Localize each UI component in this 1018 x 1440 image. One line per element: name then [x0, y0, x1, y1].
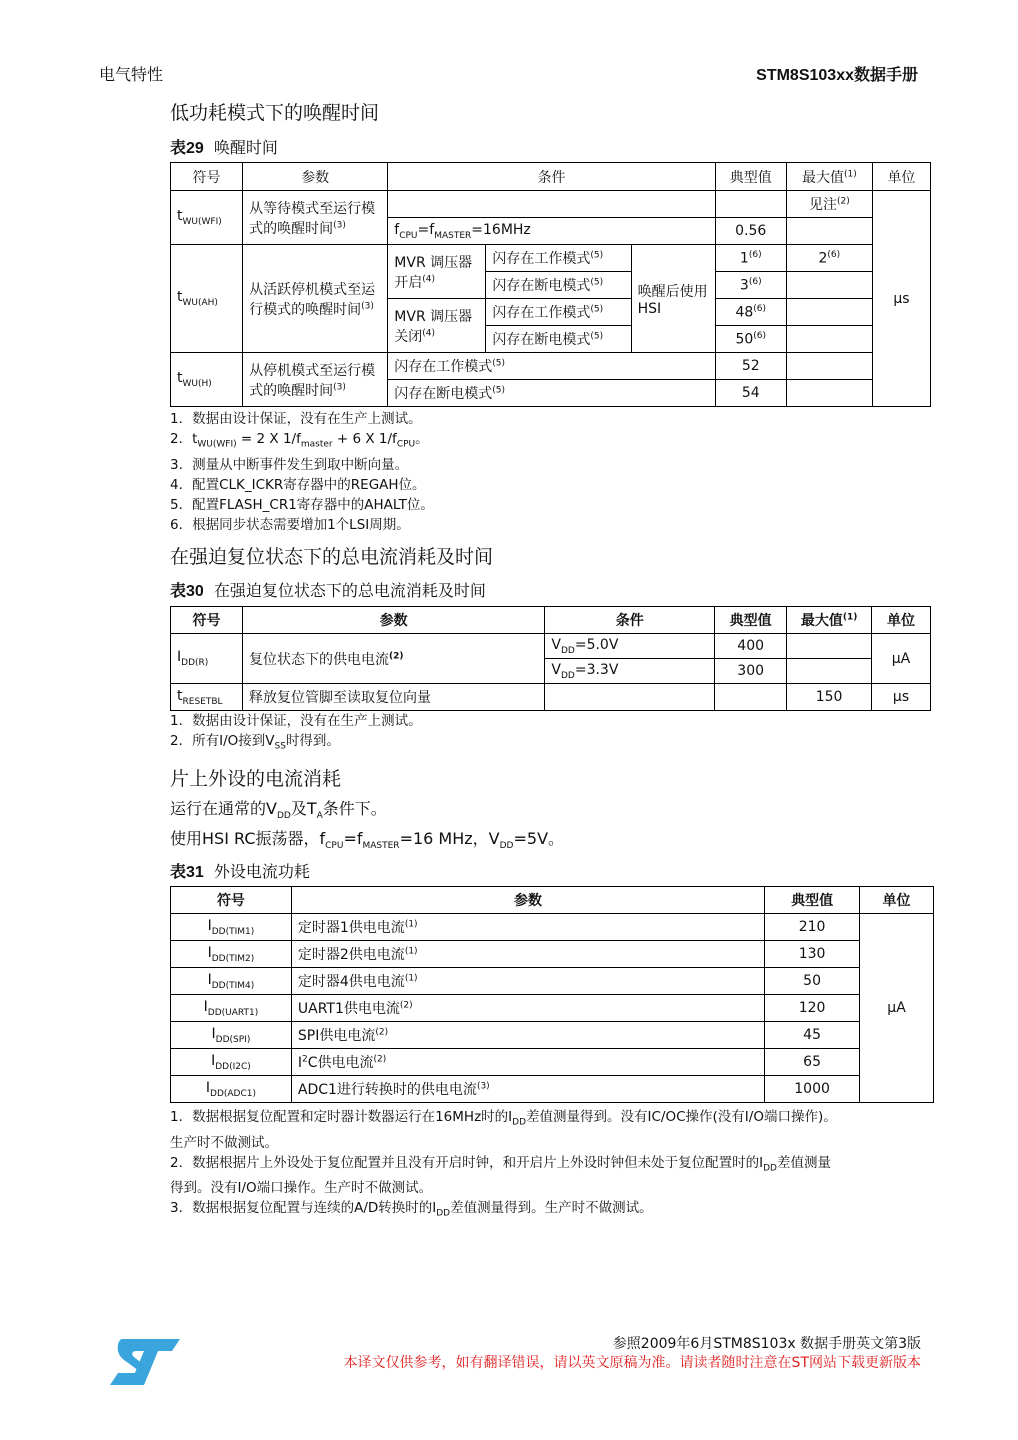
typ-ah-1: 1$^{(6)}$	[715, 245, 786, 272]
header-doc-title: STM8S103xx数据手册	[756, 67, 918, 84]
table-row: $I_{DD(TIM2)}$ 定时器2供电电流$^{(1)}$ 130	[171, 941, 934, 968]
param-ah: 从活跃停机模式至运行模式的唤醒时间$^{(3)}$	[243, 245, 388, 353]
table30-caption: 表30 在强迫复位状态下的总电流消耗及时间	[170, 581, 486, 600]
header-section: 电气特性	[99, 65, 164, 84]
typ-h-1: 52	[715, 353, 786, 380]
col-max: 最大值$^{(1)}$	[786, 163, 872, 191]
section-title-wakeup: 低功耗模式下的唤醒时间	[170, 102, 380, 124]
unit-us: μs	[872, 191, 930, 407]
footer-disclaimer: 本译文仅供参考，如有翻译错误，请以英文原稿为准。请读者随时注意在ST网站下载更新版本	[343, 1355, 921, 1371]
unit-ua: μA	[860, 914, 934, 1103]
cond-mvr-off: MVR 调压器关闭$^{(4)}$	[388, 299, 486, 353]
col-param: 参数	[243, 163, 388, 191]
sym-treset: $t_{RESETBL}$	[171, 684, 243, 711]
cond-vdd-3: $V_{DD}=3.3V$	[545, 659, 715, 684]
typ-ah-4: 50$^{(6)}$	[715, 326, 786, 353]
max-wfi-note: 见注$^{(2)}$	[786, 191, 872, 218]
table29-notes: 1．数据由设计保证，没有在生产上测试。 2．$t_{WU(WFI)} = 2$ X $1/f_{master} + 6$ X $1/f_{CPU}$。 3．测量从中断事件发生到取中断向量。 4．配置CLK_ICKR寄存器中的REGAH位。 5．配置FLASH_CR1寄存器中的AHALT位。 6．根据同步状态需要增加1个LSI周期。	[170, 411, 434, 533]
cond-flash-off-2: 闪存在断电模式$^{(5)}$	[486, 326, 631, 353]
sym-twu-wfi: $t_{WU(WFI)}$	[171, 191, 243, 245]
col-cond: 条件	[388, 163, 715, 191]
param-idd-r: 复位状态下的供电电流$^{(2)}$	[242, 634, 544, 684]
col-symbol: 符号	[171, 163, 243, 191]
max-ah-1: 2$^{(6)}$	[786, 245, 872, 272]
cond-h-flash-off: 闪存在断电模式$^{(5)}$	[388, 380, 715, 407]
table-30-reset: 符号 参数 条件 典型值 最大值$^{(1)}$ 单位 $I_{DD(R)}$ 复位状态下的供电电流$^{(2)}$ $V_{DD}=5.0V$ 400 μA $V_{DD}=3.3V$ 300 $t_{RESETBL}$ 释放复位管脚至读取复位向量 150 μs	[170, 606, 931, 711]
param-wfi: 从等待模式至运行模式的唤醒时间$^{(3)}$	[243, 191, 388, 245]
section-title-peripheral: 片上外设的电流消耗	[170, 768, 342, 790]
para-hsi: 使用HSI RC振荡器，$f_{CPU}=f_{MASTER}=16$ MHz，$V_{DD}=5V$。	[170, 829, 565, 852]
sym-idd-r: $I_{DD(R)}$	[171, 634, 243, 684]
table-row: $I_{DD(TIM4)}$ 定时器4供电电流$^{(1)}$ 50	[171, 968, 934, 995]
para-conditions: 运行在通常的$V_{DD}$及$T_A$条件下。	[170, 799, 387, 822]
cond-mvr-on: MVR 调压器开启$^{(4)}$	[388, 245, 486, 299]
cond-flash-on-2: 闪存在工作模式$^{(5)}$	[486, 299, 631, 326]
cond-hsi: 唤醒后使用HSI	[631, 245, 715, 353]
cond-fcpu: $f_{CPU}=f_{MASTER}=16MHz$	[388, 218, 715, 245]
sym-twu-ah: $t_{WU(AH)}$	[171, 245, 243, 353]
footer-reference: 参照2009年6月STM8S103x 数据手册英文第3版	[612, 1336, 921, 1352]
cond-flash-on: 闪存在工作模式$^{(5)}$	[486, 245, 631, 272]
table-row: $I_{DD(TIM1)}$ 定时器1供电电流$^{(1)}$ 210 μA	[171, 914, 934, 941]
st-logo-icon	[108, 1337, 182, 1387]
cond-flash-off: 闪存在断电模式$^{(5)}$	[486, 272, 631, 299]
typ-ah-3: 48$^{(6)}$	[715, 299, 786, 326]
table30-notes: 1．数据由设计保证，没有在生产上测试。 2．所有I/O接到$V_{SS}$时得到。	[170, 713, 422, 752]
table-29-wakeup	[170, 162, 931, 407]
table-row: $I_{DD(UART1)}$ UART1供电电流$^{(2)}$ 120	[171, 995, 934, 1022]
typ-wfi: 0.56	[715, 218, 786, 245]
table-row: $I_{DD(SPI)}$ SPI供电电流$^{(2)}$ 45	[171, 1022, 934, 1049]
col-typ: 典型值	[715, 163, 786, 191]
table31-caption: 表31 外设电流功耗	[170, 862, 310, 881]
table-row: $I_{DD(I2C)}$ $I^2C$供电电流$^{(2)}$ 65	[171, 1049, 934, 1076]
cond-vdd-5: $V_{DD}=5.0V$	[545, 634, 715, 659]
sym-twu-h: $t_{WU(H)}$	[171, 353, 243, 407]
typ-ah-2: 3$^{(6)}$	[715, 272, 786, 299]
table-31-peripheral: 符号 参数 典型值 单位 $I_{DD(TIM1)}$ 定时器1供电电流$^{(1)}$ 210 μA $I_{DD(TIM2)}$ 定时器2供电电流$^{(1)}$ 130 $I_{DD(TIM4)}$ 定时器4供电电流$^{(1)}$ 50 $I_{DD(UART1)}$ UART1供电电流$^{(2)}$ 120 $I_{DD(SPI)}$ SPI供电电流$^{(2)}$ 45 $I_{DD(I2C)}$ $I^2C$供电电流$^{(2)}$ 65 $I_{DD(ADC1)}$ ADC1进行转换时的供电电流$^{(3)}$ 1000	[170, 886, 934, 1103]
table-row: $I_{DD(ADC1)}$ ADC1进行转换时的供电电流$^{(3)}$ 1000	[171, 1076, 934, 1103]
param-h: 从停机模式至运行模式的唤醒时间$^{(3)}$	[243, 353, 388, 407]
col-unit: 单位	[872, 163, 930, 191]
table31-notes: 1．数据根据复位配置和定时器计数器运行在16MHz时的$I_{DD}$差值测量得到。没有IC/OC操作(没有I/O端口操作)。 生产时不做测试。 2．数据根据片上外设处于复位配置并且没有开启时钟，和开启片上外设时钟但未处于复位配置时的$I_{DD}$差值测量 得到。没有I/O端口操作。生产时不做测试。 3．数据根据复位配置与连续的A/D转换时的$I_{DD}$差值测量得到。生产时不做测试。	[170, 1109, 837, 1220]
typ-h-2: 54	[715, 380, 786, 407]
section-title-reset: 在强迫复位状态下的总电流消耗及时间	[170, 546, 494, 568]
cond-h-flash-on: 闪存在工作模式$^{(5)}$	[388, 353, 715, 380]
table29-caption: 表29 唤醒时间	[170, 138, 278, 157]
